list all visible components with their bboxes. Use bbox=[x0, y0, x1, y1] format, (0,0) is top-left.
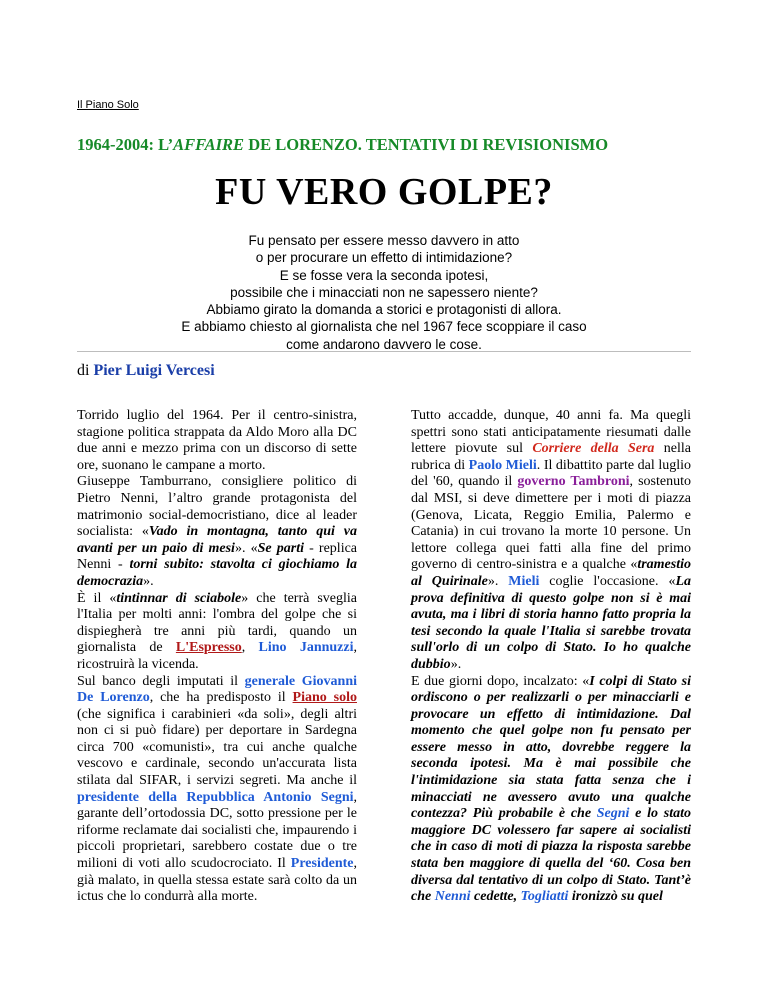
link-togliatti[interactable]: Togliatti bbox=[520, 889, 569, 905]
paragraph: Torrido luglio del 1964. Per il centro-sinistra, stagione politica strappata da Aldo Moro alla DC due anni e mezzo prima con un discorso di sette ore, suonano le campane a morto. bbox=[77, 408, 357, 473]
paragraph: Tutto accadde, dunque, 40 anni fa. Ma quegli spettri sono stati anticipatamente riesumati dalle lettere piovute sul Corriere della Sera nella rubrica di Paolo Mieli. Il dibattito parte dal luglio del '60, quando il governo Tambroni, sostenuto dal MSI, si deve dimettere per i moti di piazza (Genova, Licata, Reggio Emilia, Palermo e Catania) in cui trovano la morte 10 persone. Un lettore collega quei fatti alla fine del primo governo di centro-sinistra e a qualche «tramestio al Quirinale». Mieli coglie l'occasione. «La prova definitiva di questo golpe non si è mai avuta, ma i libri di storia hanno fatto propria la tesi secondo la quale l'Italia si sarebbe trovata sull'orlo di un colpo di Stato. Io ho qualche dubbio». bbox=[411, 408, 692, 672]
paragraph: Sul banco degli imputati il generale Giovanni De Lorenzo, che ha predisposto il Piano solo (che significa i carabinieri «da soli», degli altri non ci si può fidare) per deportare in Sardegna circa 700 «comunisti», tra cui anche qualche vescovo e cardinale, secondo un'accurata lista stilata dal SIFAR, i servizi segreti. Ma anche il presidente della Repubblica Antonio Segni, garante dell’ortodossia DC, sotto pressione per le riforme reclamate dai socialisti che, impaurendo i piccoli proprietari, sarebbero costate due o tre milioni di voti allo scudocrociato. Il Presidente, già malato, in quella stessa estate sarà colto da un ictus che lo condurrà alla morte. bbox=[77, 673, 357, 905]
page-title: FU VERO GOLPE? bbox=[215, 171, 553, 213]
byline-author[interactable]: Pier Luigi Vercesi bbox=[93, 362, 215, 379]
deck bbox=[100, 232, 668, 353]
quote: Se parti bbox=[257, 540, 304, 556]
kicker-years: 1964-2004: L’ bbox=[77, 135, 174, 154]
link-presidente[interactable]: Presidente bbox=[290, 856, 354, 872]
link-espresso[interactable]: L'Espresso bbox=[175, 640, 242, 656]
link-tambroni[interactable]: governo Tambroni bbox=[517, 474, 630, 490]
quote: I colpi di Stato si ordiscono o per realizzarli o per minacciarli e provocare un effetto di intimidazione. Dal momento che quel golpe non fu pensato per essere messo in atto, dovrebbe reggere la seconda ipotesi. Ma è mai possibile che l'intimidazione sia stata fatta senza che i minacciati ne avessero avuto una qualche contezza? Più probabile è che Segni e lo stato maggiore DC volessero far sapere ai socialisti che in caso di moti di piazza la risposta sarebbe stata ben maggiore di quella del ‘60. Cosa ben diversa dal tentativo di un colpo di Stato. Tant’è che Nenni cedette, Togliatti ironizzò su quel bbox=[411, 673, 692, 905]
kicker-affaire: AFFAIRE bbox=[173, 135, 245, 154]
link-jannuzzi[interactable]: Lino Jannuzzi bbox=[258, 640, 354, 656]
quote: tramestio al Quirinale bbox=[411, 557, 691, 589]
byline-prefix: di bbox=[77, 362, 94, 379]
deck-line: o per procurare un effetto di intimidazione? bbox=[255, 250, 513, 266]
kicker-rest: DE LORENZO. TENTATIVI DI REVISIONISMO bbox=[244, 135, 609, 154]
article-column-left bbox=[77, 408, 357, 906]
link-mieli[interactable]: Paolo Mieli bbox=[468, 457, 537, 473]
quote: torni subito: stavolta ci giochiamo la democrazia bbox=[77, 557, 357, 589]
deck-line: E se fosse vera la seconda ipotesi, bbox=[279, 267, 489, 283]
deck-line: Fu pensato per essere messo davvero in atto bbox=[248, 233, 520, 248]
byline bbox=[77, 362, 215, 380]
link-segni-2[interactable]: Segni bbox=[596, 806, 630, 822]
paragraph: E due giorni dopo, incalzato: «I colpi di Stato si ordiscono o per realizzarli o per minacciarli e provocare un effetto di intimidazione. Dal momento che quel golpe non fu pensato per essere messo in atto, dovrebbe reggere la seconda ipotesi. Ma è mai possibile che l'intimidazione sia stata fatta senza che i minacciati ne avessero avuto una qualche contezza? Più probabile è che Segni e lo stato maggiore DC volessero far sapere ai socialisti che in caso di moti di piazza la risposta sarebbe stata ben maggiore di quella del ‘60. Cosa ben diversa dal tentativo di un colpo di Stato. Tant’è che Nenni cedette, Togliatti ironizzò su quel bbox=[411, 673, 692, 905]
divider bbox=[77, 351, 691, 352]
link-de-lorenzo[interactable]: generale Giovanni De Lorenzo bbox=[77, 673, 357, 706]
deck-line: come andarono davvero le cose. bbox=[286, 336, 482, 352]
link-piano-solo[interactable]: Piano solo bbox=[292, 690, 357, 706]
kicker bbox=[77, 135, 717, 155]
quote: tintinnar di sciabole bbox=[116, 590, 242, 606]
paragraph: Giuseppe Tamburrano, consigliere politico di Pietro Nenni, l’altro grande protagonista del matrimonio social-democristiano, dice al leader socialista: «Vado in montagna, tanto qui va avanti per un paio di mesi». «Se parti - replica Nenni - torni subito: stavolta ci giochiamo la democrazia». bbox=[77, 474, 358, 589]
link-segni[interactable]: presidente della Repubblica Antonio Segni bbox=[77, 789, 354, 805]
deck-line: possibile che i minacciati non ne sapessero niente? bbox=[230, 284, 538, 300]
deck-line: Abbiamo girato la domanda a storici e protagonisti di allora. bbox=[206, 302, 562, 318]
article-column-right bbox=[411, 408, 691, 906]
link-corriere[interactable]: Corriere della Sera bbox=[532, 441, 655, 457]
link-nenni[interactable]: Nenni bbox=[434, 889, 471, 905]
section-link[interactable]: Il Piano Solo bbox=[77, 99, 139, 111]
quote: La prova definitiva di questo golpe non si è mai avuta, ma i libri di storia hanno fatto propria la tesi secondo la quale l'Italia si sarebbe trovata sull'orlo di un colpo di Stato. Io ho qualche dubbio bbox=[411, 573, 691, 672]
link-mieli-2[interactable]: Mieli bbox=[508, 573, 540, 589]
quote: Vado in montagna, tanto qui va avanti per un paio di mesi bbox=[77, 524, 357, 556]
paragraph: È il «tintinnar di sciabole» che terrà sveglia l'Italia per molti anni: l'ombra del golpe che si dispiegherà tre anni più tardi, quando un giornalista de L'Espresso, Lino Jannuzzi, ricostruirà la vicenda. bbox=[77, 590, 357, 672]
deck-line: E abbiamo chiesto al giornalista che nel 1967 fece scoppiare il caso bbox=[181, 319, 587, 335]
